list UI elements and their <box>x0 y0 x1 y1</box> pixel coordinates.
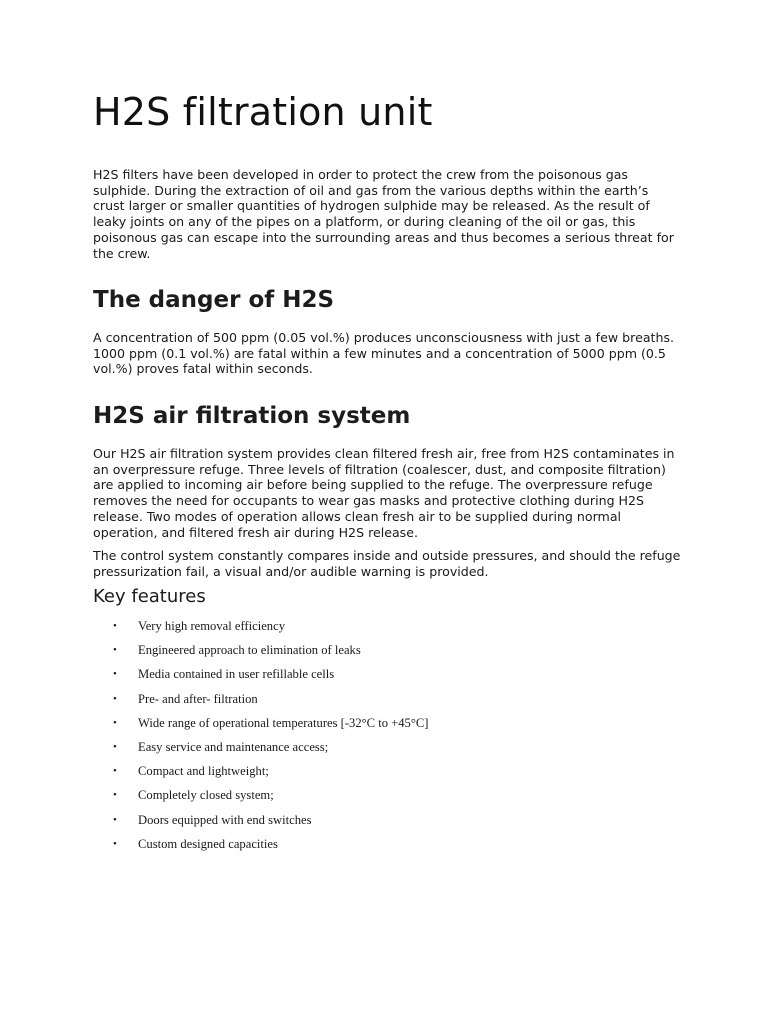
feature-text: Completely closed system; <box>138 788 274 803</box>
feature-text: Media contained in user refillable cells <box>138 667 335 682</box>
feature-text: Engineered approach to elimination of leaks <box>138 643 361 658</box>
list-item <box>113 761 429 785</box>
list-item <box>113 640 429 664</box>
key-features-list <box>113 616 429 858</box>
bullet: • <box>113 620 117 632</box>
feature-text: Compact and lightweight; <box>138 764 269 779</box>
list-item <box>113 785 429 809</box>
list-item <box>113 834 429 858</box>
list-item <box>113 737 429 761</box>
list-item <box>113 689 429 713</box>
system-paragraph: Our H2S air filtration system provides clean filtered fresh air, free from H2S contaminates in an overpressure refuge. Three levels of filtration (coalescer, dust, and composite filtration) are applied to incoming air before being supplied to the refuge. The overpressure refuge removes the need for occupants to wear gas masks and protective clothing during H2S release. Two modes of operation allows clean fresh air to be supplied during normal operation, and filtered fresh air during H2S release. <box>93 446 675 540</box>
feature-text: Wide range of operational temperatures [-32°C to +45°C] <box>138 715 429 730</box>
bullet: • <box>113 644 117 657</box>
control-paragraph: The control system constantly compares inside and outside pressures, and should the refuge pressurization fail, a visual and/or audible warning is provided. <box>93 548 681 579</box>
bullet: • <box>113 716 117 729</box>
bullet: • <box>113 813 117 826</box>
bullet: • <box>113 668 117 681</box>
document-title: H2S filtration unit <box>93 90 433 134</box>
feature-text: Easy service and maintenance access; <box>138 739 329 754</box>
list-item <box>113 664 429 688</box>
feature-text: Doors equipped with end switches <box>138 812 312 827</box>
key-features-heading: Key features <box>93 586 206 607</box>
bullet: • <box>113 789 117 802</box>
bullet: • <box>113 692 117 705</box>
bullet: • <box>113 837 117 850</box>
bullet: • <box>113 765 117 778</box>
list-item <box>113 616 429 640</box>
list-item <box>113 810 429 834</box>
system-heading: H2S air filtration system <box>93 403 411 429</box>
intro-paragraph: H2S filters have been developed in order to protect the crew from the poisonous gas sulphide. During the extraction of oil and gas from the various depths within the earth’s crust larger or smaller quantities of hydrogen sulphide may be released. As the result of leaky joints on any of the pipes on a platform, or during cleaning of the oil or gas, this poisonous gas can escape into the surrounding areas and thus becomes a serious threat for the crew. <box>93 167 674 261</box>
feature-text: Very high removal efficiency <box>138 619 285 633</box>
list-item <box>113 713 429 737</box>
bullet: • <box>113 740 117 753</box>
danger-heading: The danger of H2S <box>93 287 335 313</box>
feature-text: Custom designed capacities <box>138 836 278 851</box>
feature-text: Pre- and after- filtration <box>138 691 258 706</box>
danger-paragraph: A concentration of 500 ppm (0.05 vol.%) produces unconsciousness with just a few breaths. 1000 ppm (0.1 vol.%) are fatal within a few minutes and a concentration of 5000 ppm (0.5 vol.%) proves fatal within seconds. <box>93 330 675 377</box>
